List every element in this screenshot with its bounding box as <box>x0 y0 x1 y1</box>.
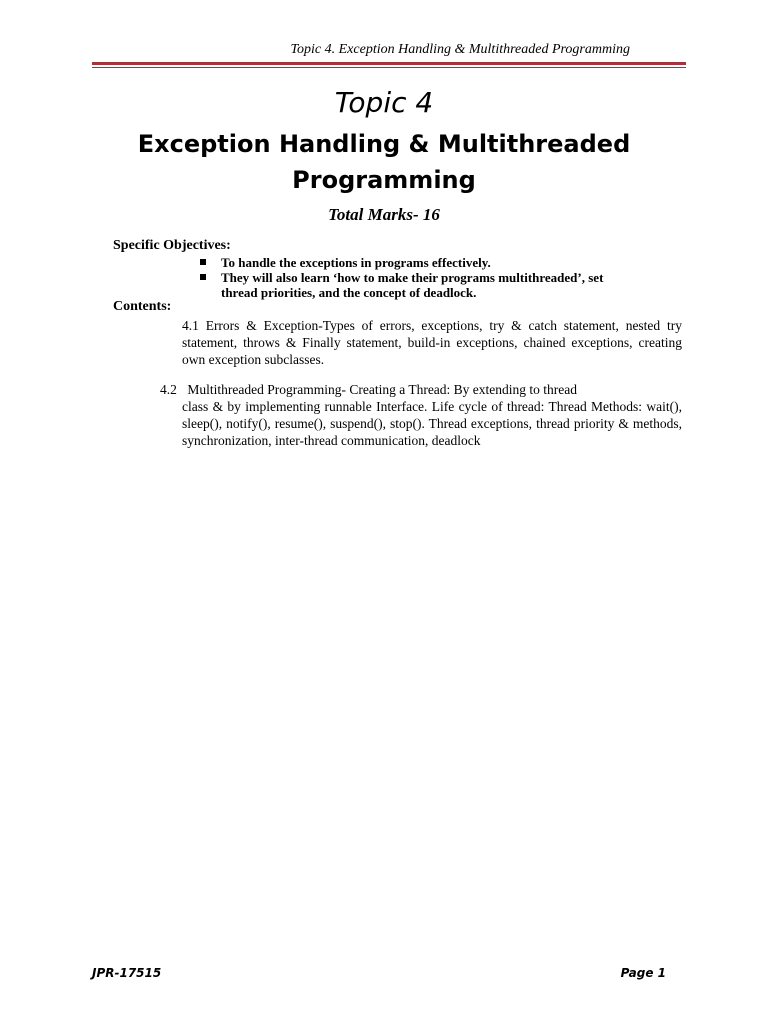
objective-item: They will also learn ‘how to make their programs multithreaded’, set thread priorities, and the concept of deadlock. <box>200 270 640 300</box>
page-title-line-1: Exception Handling & Multithreaded <box>137 130 631 158</box>
total-marks: Total Marks- 16 <box>328 205 440 224</box>
objectives-heading: Specific Objectives: <box>113 238 231 253</box>
contents-section-4-2 <box>160 381 682 449</box>
objectives-list <box>200 255 640 300</box>
topic-number-title: Topic 4 <box>334 86 434 119</box>
footer-course-code: JPR-17515 <box>92 966 162 980</box>
header-rule <box>92 62 686 65</box>
section-4-2-body: class & by implementing runnable Interface. Life cycle of thread: Thread Methods: wait(), sleep(), notify(), resume(), suspend(), stop(). Thread exceptions, thread priority & methods, synchronization, inter-thread communication, deadlock <box>182 399 682 448</box>
objective-item: To handle the exceptions in programs effectively. <box>200 255 640 270</box>
footer-page-number: Page 1 <box>620 966 666 980</box>
header-rule-thin <box>92 67 686 68</box>
contents-heading: Contents: <box>113 299 172 314</box>
page-title <box>14 126 754 198</box>
section-4-2-first-line: 4.2 Multithreaded Programming- Creating a Thread: By extending to thread <box>160 382 578 397</box>
page-title-line-2: Programming <box>292 166 476 194</box>
contents-section-4-1: 4.1 Errors & Exception-Types of errors, exceptions, try & catch statement, nested try statement, throws & Finally statement, build-in exceptions, chained exceptions, creating own exception subclasses. <box>182 318 682 367</box>
running-header: Topic 4. Exception Handling & Multithreaded Programming <box>290 42 630 57</box>
square-bullet-icon <box>200 274 206 280</box>
square-bullet-icon <box>200 259 206 265</box>
